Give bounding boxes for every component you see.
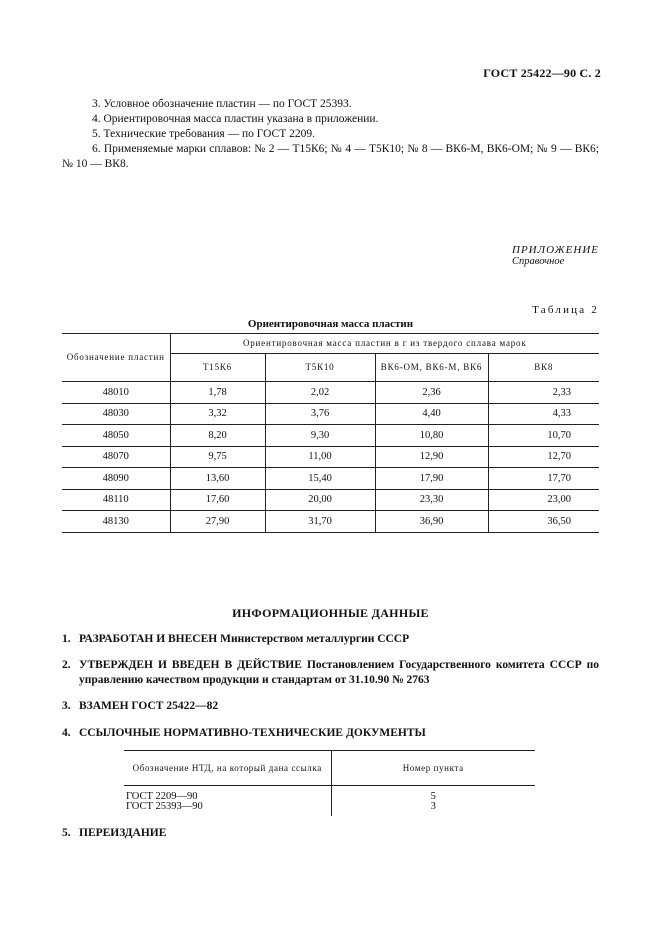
info-item-1 <box>62 632 599 647</box>
item-number: 3. <box>62 700 71 712</box>
mass-value-cell: 17,70 <box>488 468 599 490</box>
table-row <box>62 468 599 490</box>
mass-value-cell: 31,70 <box>265 511 375 533</box>
table-row <box>62 511 599 533</box>
ref-doc-2: ГОСТ 25393—90 <box>126 801 203 812</box>
table-row <box>62 403 599 425</box>
ref-doc-1: ГОСТ 2209—90 <box>126 791 198 802</box>
plate-designation-cell: 48010 <box>62 382 170 404</box>
ref-clause-2: 3 <box>331 802 535 816</box>
mass-value-cell: 12,90 <box>375 446 488 468</box>
mass-value-cell: 8,20 <box>170 425 265 447</box>
standard-clauses <box>62 97 599 172</box>
clause-6: 6. Применяемые марки сплавов: № 2 — Т15К6; № 4 — Т5К10; № 8 — ВК6-М, ВК6-ОМ; № 9 — ВК6; № 10 — ВК8. <box>62 143 599 170</box>
appendix-subtitle: Справочное <box>512 256 565 267</box>
page-header: ГОСТ 25422—90 С. 2 <box>483 66 601 80</box>
header-mass-group: Ориентировочная масса пластин в г из твердого сплава марок <box>170 334 599 354</box>
plate-designation-cell: 48110 <box>62 489 170 511</box>
header-t5k10: Т5К10 <box>265 354 375 382</box>
item-text: Министерством металлургии СССР <box>220 633 410 645</box>
item-lead: ПЕРЕИЗДАНИЕ <box>79 827 167 839</box>
plate-designation-cell: 48070 <box>62 446 170 468</box>
mass-value-cell: 3,76 <box>265 403 375 425</box>
header-ntd-designation: Обозначение НТД, на который дана ссылка <box>124 751 331 786</box>
mass-value-cell: 23,00 <box>488 489 599 511</box>
mass-value-cell: 2,33 <box>488 382 599 404</box>
mass-value-cell: 11,00 <box>265 446 375 468</box>
plate-designation-cell: 48030 <box>62 403 170 425</box>
mass-value-cell: 9,30 <box>265 425 375 447</box>
table-caption: Таблица 2 <box>532 304 599 316</box>
mass-value-cell: 23,30 <box>375 489 488 511</box>
clause-4: 4. Ориентировочная масса пластин указана в приложении. <box>92 113 379 125</box>
ref-clause-1: 5 <box>331 786 535 803</box>
item-number: 5. <box>62 827 71 839</box>
mass-value-cell: 3,32 <box>170 403 265 425</box>
plate-designation-cell: 48130 <box>62 511 170 533</box>
info-item-3 <box>62 699 599 714</box>
appendix-label <box>512 244 599 267</box>
mass-value-cell: 36,90 <box>375 511 488 533</box>
info-section-title: ИНФОРМАЦИОННЫЕ ДАННЫЕ <box>232 606 429 620</box>
header-clause-number: Номер пункта <box>331 751 535 786</box>
mass-table <box>62 333 599 533</box>
mass-value-cell: 20,00 <box>265 489 375 511</box>
info-item-4 <box>62 726 599 741</box>
reference-docs-table <box>124 750 535 816</box>
item-number: 4. <box>62 727 71 739</box>
info-item-2 <box>62 658 599 688</box>
mass-value-cell: 13,60 <box>170 468 265 490</box>
mass-value-cell: 9,75 <box>170 446 265 468</box>
mass-value-cell: 27,90 <box>170 511 265 533</box>
item-lead: РАЗРАБОТАН И ВНЕСЕН <box>79 633 218 645</box>
plate-designation-cell: 48090 <box>62 468 170 490</box>
plate-designation-cell: 48050 <box>62 425 170 447</box>
clause-3: 3. Условное обозначение пластин — по ГОСТ 25393. <box>92 98 352 110</box>
mass-value-cell: 2,36 <box>375 382 488 404</box>
mass-value-cell: 1,78 <box>170 382 265 404</box>
item-text: Постановлением Государственного комитета СССР по управлению качеством продукции и стандартам от 31.10.90 № 2763 <box>79 659 600 686</box>
table-row <box>62 425 599 447</box>
appendix-title: ПРИЛОЖЕНИЕ <box>512 244 599 256</box>
info-item-5 <box>62 826 599 841</box>
mass-value-cell: 17,60 <box>170 489 265 511</box>
mass-value-cell: 12,70 <box>488 446 599 468</box>
header-vk6: ВК6-ОМ, ВК6-М, ВК6 <box>375 354 488 382</box>
mass-value-cell: 2,02 <box>265 382 375 404</box>
mass-value-cell: 15,40 <box>265 468 375 490</box>
mass-value-cell: 17,90 <box>375 468 488 490</box>
item-number: 2. <box>62 659 71 671</box>
mass-value-cell: 36,50 <box>488 511 599 533</box>
item-lead: ВЗАМЕН ГОСТ 25422—82 <box>79 700 219 712</box>
clause-5: 5. Технические требования — по ГОСТ 2209. <box>92 128 315 140</box>
mass-value-cell: 4,33 <box>488 403 599 425</box>
mass-value-cell: 10,80 <box>375 425 488 447</box>
item-lead: ССЫЛОЧНЫЕ НОРМАТИВНО-ТЕХНИЧЕСКИЕ ДОКУМЕНТЫ <box>79 727 426 739</box>
table-row <box>62 382 599 404</box>
item-number: 1. <box>62 633 71 645</box>
mass-value-cell: 10,70 <box>488 425 599 447</box>
header-vk8: ВК8 <box>488 354 599 382</box>
table-row <box>62 489 599 511</box>
table-row <box>62 446 599 468</box>
header-designation: Обозначение пластин <box>62 334 170 382</box>
table-title: Ориентировочная масса пластин <box>247 318 414 330</box>
item-lead: УТВЕРЖДЕН И ВВЕДЕН В ДЕЙСТВИЕ <box>79 659 302 671</box>
header-t15k6: Т15К6 <box>170 354 265 382</box>
mass-value-cell: 4,40 <box>375 403 488 425</box>
